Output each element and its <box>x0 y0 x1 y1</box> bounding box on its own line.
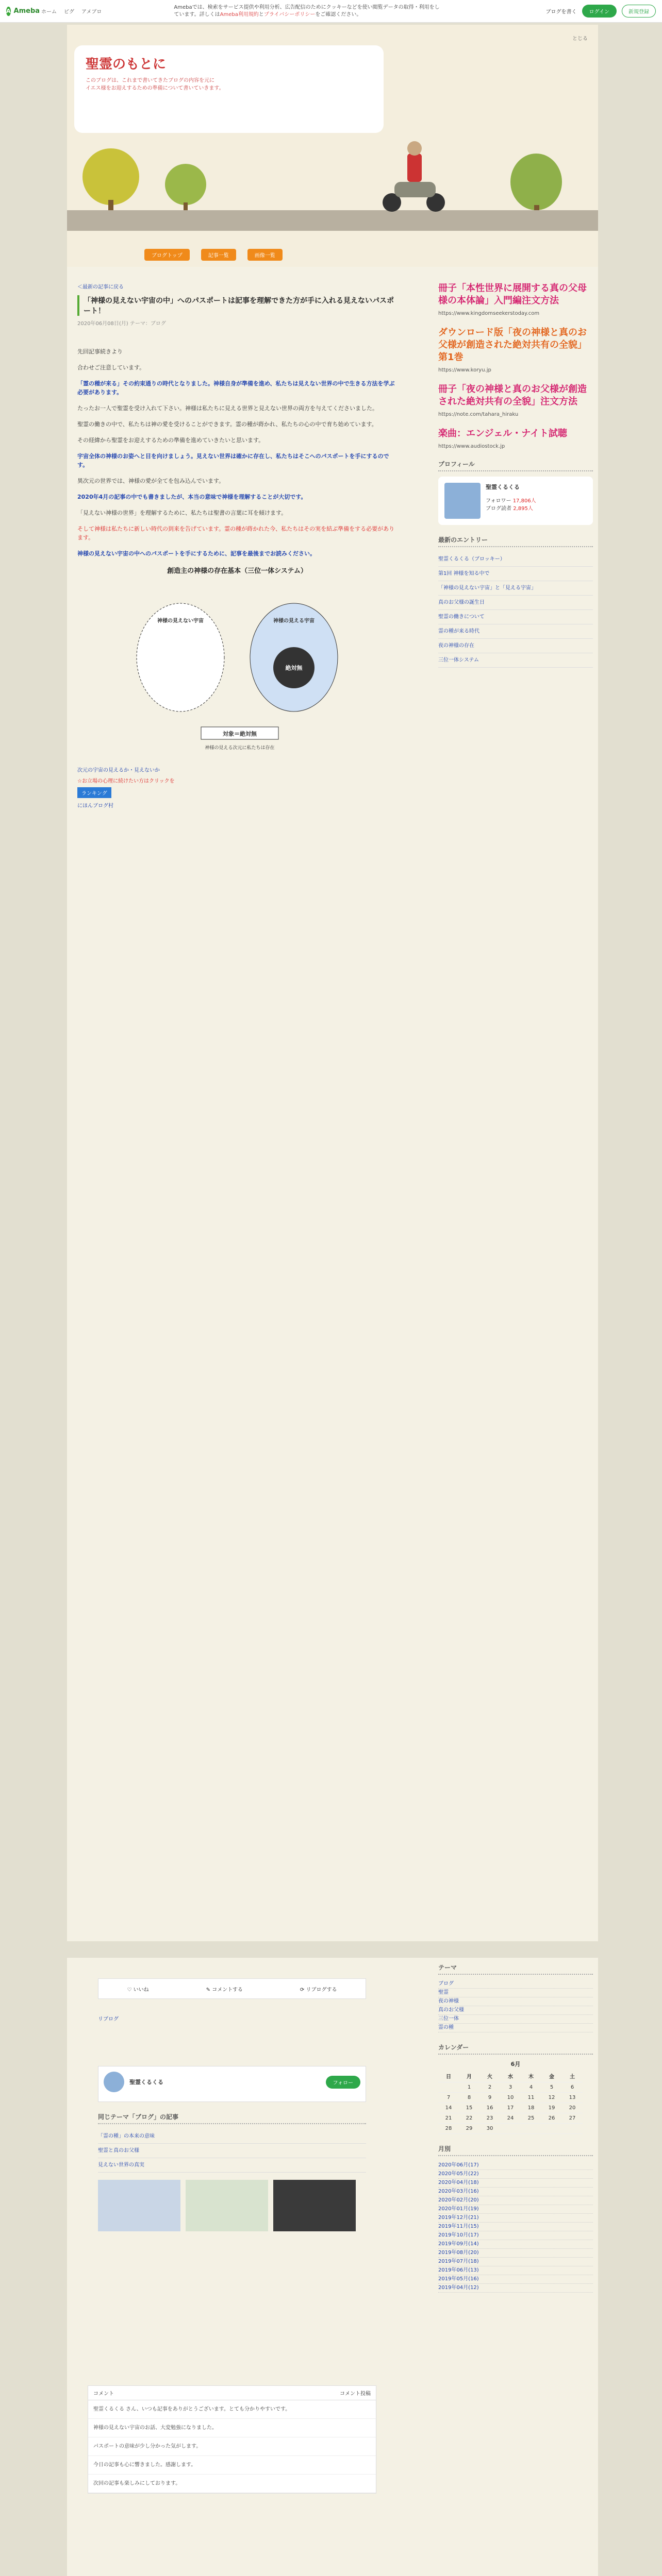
road <box>67 210 598 231</box>
right-sidebar <box>438 282 593 668</box>
paragraph: 「見えない神様の世界」を理解するために、私たちは聖書の言葉に耳を傾けます。 <box>77 510 287 516</box>
blog-top-button[interactable]: ブログトップ <box>144 249 190 261</box>
paragraph: 2020年4月の記事の中でも書きましたが、本当の意味で神様を理解することが大切です。 <box>77 494 307 500</box>
comment-item: 聖霊くるくる さん、いつも記事をありがとうございます。とても分かりやすいです。 <box>88 2400 376 2419</box>
list-item[interactable]: 三位一体システム <box>438 653 593 668</box>
top-nav <box>41 7 102 15</box>
ranking-note: ☆お立場の心理に続けたい方はクリックを <box>77 778 175 784</box>
calendar-month: 6月 <box>510 2061 521 2067</box>
theme-item[interactable]: 夜の神様 <box>438 1997 593 2006</box>
archive-item[interactable]: 2019年11月(15) <box>438 2223 593 2231</box>
top-bar <box>0 0 662 23</box>
paragraph: たったお一人で聖霊を受け入れて下さい。神様は私たちに見える世界と見えない世界の両方を与えてくださいました。 <box>77 405 378 412</box>
comment-item: 次回の記事も楽しみにしております。 <box>88 2475 376 2493</box>
like-button[interactable]: ♡ いいね <box>127 1987 149 1993</box>
share-bar <box>98 1978 366 1999</box>
ad-download-url[interactable]: https://www.koryu.jp <box>438 367 491 373</box>
related-thumbnail[interactable] <box>273 2180 356 2231</box>
comment-post-link[interactable]: コメント投稿 <box>340 2391 371 2397</box>
ad-download-title[interactable]: ダウンロード版「夜の神様と真のお父様が創造された絶対共有の全貌」第1巻 <box>438 327 587 363</box>
archive-item[interactable]: 2019年04月(12) <box>438 2284 593 2293</box>
ad-order-url[interactable]: https://note.com/tahara_hiraku <box>438 412 519 417</box>
blog-page <box>67 25 598 1941</box>
diagram-right-label: 神様の見える宇宙 <box>273 618 315 624</box>
archive-item[interactable]: 2019年10月(17) <box>438 2231 593 2240</box>
archive-item[interactable]: 2019年06月(13) <box>438 2266 593 2275</box>
ad-booklet-url[interactable]: https://www.kingdomseekerstoday.com <box>438 311 540 316</box>
paragraph: 神様の見えない宇宙の中へのパスポートを手にするために、記事を最後までお読みください。 <box>77 550 316 557</box>
comment-item: 神様の見えない宇宙のお話、大変勉強になりました。 <box>88 2419 376 2437</box>
blog-header <box>67 25 598 267</box>
archive-title: 月別 <box>438 2144 593 2156</box>
diagram-sub-label: 神様の見える次元に私たちは存在 <box>205 745 275 751</box>
reblog-link[interactable]: リブログ <box>98 2016 119 2022</box>
paragraph: 合わせご注意しています。 <box>77 364 145 371</box>
paragraph: そして神様は私たちに新しい時代の到来を告げています。霊の種が蒔かれた今、私たちはその実を結ぶ準備をする必要があります。 <box>77 526 395 541</box>
blog-title-box <box>74 45 384 133</box>
archive-item[interactable]: 2019年05月(16) <box>438 2275 593 2284</box>
post-theme[interactable]: テーマ：ブログ <box>129 321 166 327</box>
diagram-center-label: 対象＝絶対無 <box>223 731 257 737</box>
paragraph: 宇宙全体の神様のお姿へと目を向けましょう。見えない世界は確かに存在し、私たちはそこへのパスポートを手にするのです。 <box>77 453 389 468</box>
image-list-button[interactable]: 画像一覧 <box>247 249 283 261</box>
paragraph: その経緯から聖霊をお迎えするための準備を進めていきたいと思います。 <box>77 437 264 444</box>
archive-item[interactable]: 2020年03月(16) <box>438 2188 593 2196</box>
list-item[interactable]: 聖霊くるくる（ブロッキー） <box>438 552 593 567</box>
follow-button[interactable]: フォロー <box>326 2076 361 2089</box>
paragraph: 「霊の種が来る」その約束通りの時代となりました。神様自身が準備を進め、私たちは見えない世界の中で生きる方法を学ぶ必要があります。 <box>77 380 395 396</box>
right-sidebar-lower <box>438 1958 593 2293</box>
profile-section-title: プロフィール <box>438 460 593 471</box>
blog-description-2: イエス様をお迎えするための準備について書いていきます。 <box>86 86 224 91</box>
theme-item[interactable]: ブログ <box>438 1980 593 1989</box>
comment-item: 今日の記事も心に響きました。感謝します。 <box>88 2456 376 2475</box>
ad-order-title[interactable]: 冊子「夜の神様と真のお父様が創造された絶対共有の全貌」注文方法 <box>438 384 587 407</box>
archive-item[interactable]: 2019年09月(14) <box>438 2240 593 2249</box>
signup-button[interactable]: 新規登録 <box>622 5 656 18</box>
list-item[interactable]: 第1回 神様を知る中で <box>438 567 593 581</box>
tree-decoration <box>510 154 562 210</box>
ameba-icon: A <box>6 7 11 16</box>
scooter-rider-illustration <box>376 138 454 215</box>
archive-item[interactable]: 2020年05月(22) <box>438 2170 593 2179</box>
terms-link[interactable]: Ameba利用規約 <box>220 11 259 18</box>
profile-box: 聖霊くるくる フォロワー 17,806人 ブログ読者 2,895人 <box>438 477 593 525</box>
related-thumbnail[interactable] <box>186 2180 268 2231</box>
close-header-button[interactable]: とじる <box>572 36 588 42</box>
comments-title: コメント <box>93 2391 114 2397</box>
post-date: 2020年06月08日(月) <box>77 321 128 327</box>
list-item[interactable]: 夜の神様の存在 <box>438 639 593 653</box>
footer-note: 次元の宇宙の見えるか・見えないか <box>77 768 160 773</box>
main-content <box>77 282 397 809</box>
write-blog-button[interactable]: ブログを書く <box>545 9 577 15</box>
paragraph: 聖霊の働きの中で、私たちは神の愛を受けることができます。霊の種が蒔かれ、私たちの心の中で育ち始めています。 <box>77 421 377 428</box>
diagram-left-label: 神様の見えない宇宙 <box>157 618 204 624</box>
trinity-diagram <box>129 585 345 755</box>
blog-description-1: このブログは、これまで書いてきたブログの内容を元に <box>86 78 214 83</box>
login-button[interactable]: ログイン <box>582 5 617 18</box>
ameba-logo[interactable]: A Ameba <box>6 7 40 15</box>
comment-item: パスポートの意味が少し分かった気がします。 <box>88 2437 376 2456</box>
recent-entries-title: 最新のエントリー <box>438 535 593 547</box>
post-title[interactable]: 「神様の見えない宇宙の中」へのパスポートは記事を理解できた方が手に入れる見えないパスポート！ <box>77 295 397 316</box>
theme-item[interactable]: 真のお父様 <box>438 2006 593 2015</box>
themes-title: テーマ <box>438 1963 593 1975</box>
tree-decoration <box>82 148 139 205</box>
ranking-banner[interactable]: ランキング <box>77 787 111 798</box>
diagram-box-label: 絶対無 <box>285 665 303 671</box>
author-link[interactable]: にほんブログ村 <box>77 803 113 809</box>
archive-item[interactable]: 2020年06月(17) <box>438 2161 593 2170</box>
avatar[interactable] <box>104 2072 124 2092</box>
nav-pigg[interactable]: ピグ <box>64 9 74 15</box>
blog-page-lower <box>67 1958 598 2576</box>
nav-ameblo[interactable]: アメブロ <box>81 9 102 15</box>
paragraph: 先回記事続きより <box>77 348 123 355</box>
ad-booklet-title[interactable]: 冊子「本性世界に展開する真の父母様の本体論」入門編注文方法 <box>438 283 587 306</box>
privacy-link[interactable]: プライバシーポリシー <box>263 11 316 18</box>
theme-item[interactable]: 聖霊 <box>438 1989 593 1997</box>
avatar[interactable] <box>444 483 481 519</box>
archive-item[interactable]: 2020年02月(20) <box>438 2196 593 2205</box>
follow-box <box>98 2066 366 2102</box>
archive-item[interactable]: 2020年01月(19) <box>438 2205 593 2214</box>
related-item[interactable]: 「霊の種」の本来の意味 <box>98 2129 366 2144</box>
comment-button[interactable]: ✎ コメントする <box>206 1987 243 1993</box>
archive-item[interactable]: 2019年08月(20) <box>438 2249 593 2258</box>
theme-item[interactable]: 霊の種 <box>438 2024 593 2032</box>
archive-item[interactable]: 2019年12月(21) <box>438 2214 593 2223</box>
list-item[interactable]: 「神様の見えない宇宙」と「見える宇宙」 <box>438 581 593 596</box>
paragraph: 異次元の世界では、神様の愛が全てを包み込んでいます。 <box>77 478 225 484</box>
article-list-button[interactable]: 記事一覧 <box>201 249 236 261</box>
related-item[interactable]: 聖霊と真のお父様 <box>98 2144 366 2158</box>
list-item[interactable]: 霊の種が来る時代 <box>438 624 593 639</box>
comments-section <box>88 2385 376 2494</box>
back-to-latest-link[interactable]: ＜最新の記事に戻る <box>77 284 124 290</box>
profile-name[interactable]: 聖霊くるくる <box>486 484 520 490</box>
related-title: 同じテーマ「ブログ」の記事 <box>98 2112 366 2124</box>
post-body <box>77 347 397 558</box>
blog-title[interactable]: 聖霊のもとに <box>86 57 167 72</box>
diagram-title: 創造主の神様の存在基本（三位一体システム） <box>167 567 307 575</box>
list-item[interactable]: 真のお父様の誕生日 <box>438 596 593 610</box>
list-item[interactable]: 聖霊の働きについて <box>438 610 593 624</box>
theme-item[interactable]: 三位一体 <box>438 2015 593 2024</box>
ad-music-title[interactable]: 楽曲：エンジェル・ナイト試聴 <box>438 428 567 439</box>
nav-home[interactable]: ホーム <box>41 9 57 15</box>
related-articles <box>98 2112 366 2231</box>
archive-item[interactable]: 2020年04月(18) <box>438 2179 593 2188</box>
tree-decoration <box>165 164 206 205</box>
calendar: 日 月 火 水 木 金 土 1 2 3 4 5 6 7 8 9 10 11 12 13 14 15 16 17 18 19 20 21 22 23 24 25 26 27 28 29 30 <box>438 2070 583 2134</box>
archive-item[interactable]: 2019年07月(18) <box>438 2258 593 2266</box>
related-item[interactable]: 見えない世界の真実 <box>98 2158 366 2173</box>
reblog-button[interactable]: ⟳ リブログする <box>300 1987 337 1993</box>
ad-music-url[interactable]: https://www.audiostock.jp <box>438 444 505 449</box>
related-thumbnail[interactable] <box>98 2180 180 2231</box>
calendar-title: カレンダー <box>438 2043 593 2055</box>
follow-name[interactable]: 聖霊くるくる <box>129 2079 163 2086</box>
cookie-notice: Amebaでは、検索をサービス提供や利用分析、広告配信のためにクッキーなどを使い閲覧データの取得・利用をしています。詳しくはAmeba利用規約とプライバシーポリシーをご確認ください。 <box>174 4 440 18</box>
